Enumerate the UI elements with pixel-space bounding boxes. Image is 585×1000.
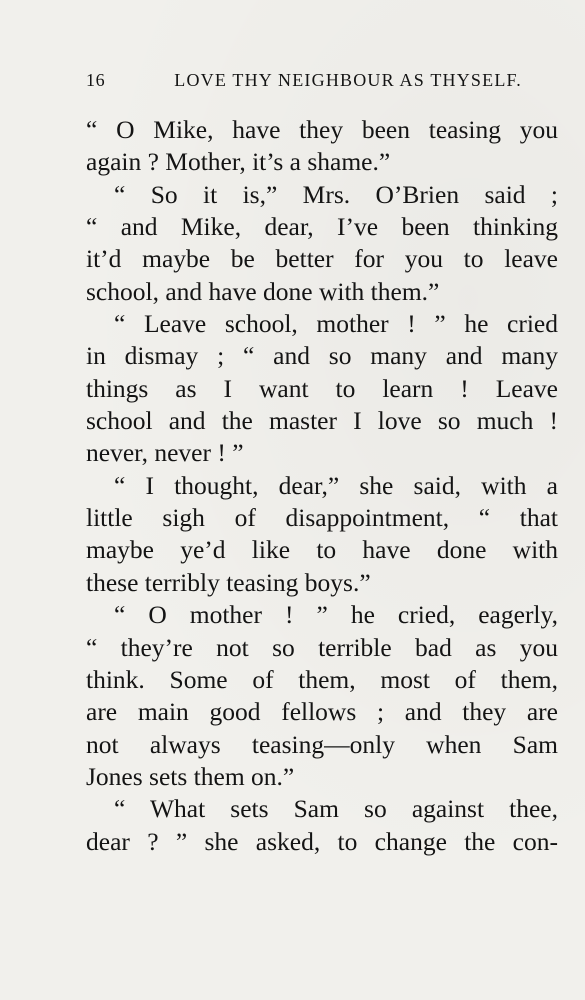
text-line: Jones sets them on.” [86, 761, 295, 791]
text-line: maybe ye’d like to have done with [86, 535, 558, 565]
text-line: little sigh of disappointment, “ that [86, 503, 558, 533]
text-line: never, never ! ” [86, 438, 244, 468]
text-line: “ Leave school, mother ! ” he cried [114, 309, 558, 339]
running-title: LOVE THY NEIGHBOUR AS THYSELF. [174, 70, 522, 90]
text-line: again ? Mother, it’s a shame.” [86, 147, 391, 177]
text-line: these terribly teasing boys.” [86, 567, 371, 597]
text-line: school and the master I love so much ! [86, 406, 558, 436]
text-line: “ So it is,” Mrs. O’Brien said ; [114, 179, 558, 209]
body-text [86, 114, 558, 858]
text-line: things as I want to learn ! Leave [86, 373, 558, 403]
text-line: “ and Mike, dear, I’ve been thinking [86, 212, 558, 242]
text-line: “ I thought, dear,” she said, with a [114, 470, 558, 500]
running-head [86, 70, 522, 91]
text-line: think. Some of them, most of them, [86, 664, 558, 694]
text-line: dear ? ” she asked, to change the con- [86, 826, 558, 856]
text-line: it’d maybe be better for you to leave [86, 244, 558, 274]
text-line: in dismay ; “ and so many and many [86, 341, 558, 371]
text-line: “ O Mike, have they been teasing you [86, 115, 558, 144]
text-line: school, and have done with them.” [86, 276, 440, 306]
text-line: “ O mother ! ” he cried, eagerly, [114, 600, 558, 630]
text-line: “ What sets Sam so against thee, [114, 794, 558, 824]
text-line: not always teasing—only when Sam [86, 729, 558, 759]
page-number: 16 [86, 70, 106, 90]
text-line: “ they’re not so terrible bad as you [86, 632, 558, 662]
text-line: are main good fellows ; and they are [86, 697, 558, 727]
